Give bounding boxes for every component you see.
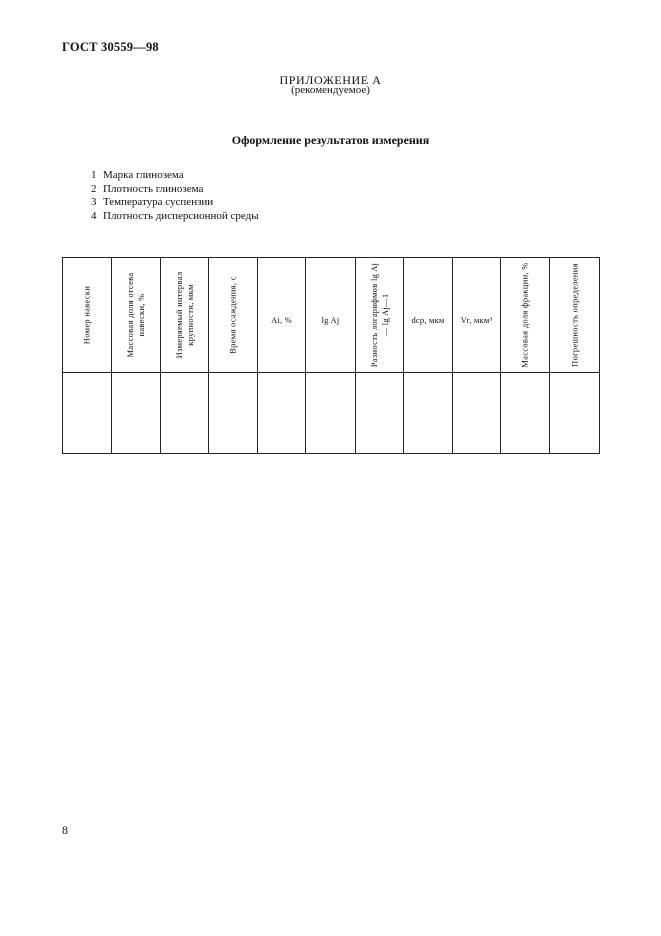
list-item-number: 1 [91,169,97,181]
table-row [63,373,600,454]
column-header [501,258,550,373]
column-header-label: Массовая доля отсева навески, % [125,272,146,358]
column-header-label: Время осаждения, с [227,276,238,354]
column-header [63,258,112,373]
column-header [550,258,600,373]
results-table [62,257,600,454]
list-item [91,169,259,183]
table-cell [501,373,550,454]
table-cell [209,373,258,454]
column-header [306,258,356,373]
list-item [91,196,259,210]
list-item-text: Плотность дисперсионной среды [103,209,259,222]
column-header-label: Vr, мкм³ [460,315,493,325]
column-header [356,258,404,373]
table-cell [550,373,600,454]
column-header-label: Разность логарифмов lg Aj— lg Aj—1 [368,262,390,368]
table-cell [404,373,453,454]
appendix-subtitle: (рекомендуемое) [291,84,370,96]
column-header-label: Погрешность определения [569,263,579,367]
table-cell [453,373,501,454]
column-header-label: Ai, % [271,315,292,325]
column-header [161,258,209,373]
column-header [258,258,306,373]
column-header [112,258,161,373]
table-cell [258,373,306,454]
column-header-label: Массовая доля фракции, % [519,262,530,368]
column-header [404,258,453,373]
table-cell [161,373,209,454]
list-item-number: 4 [91,209,97,222]
list-item [91,210,259,224]
column-header-label: lg Aj [321,315,340,325]
table-cell [112,373,161,454]
table-header-row [63,258,600,373]
column-header-label: dср, мкм [411,315,445,325]
table-cell [63,373,112,454]
list-item-text: Температура суспензии [103,196,214,208]
appendix-title: ПРИЛОЖЕНИЕ А [279,73,382,87]
list-item-text: Марка глинозема [103,169,184,181]
page-number: 8 [62,823,68,837]
column-header-label: Измеряемый интервал крупности, мкм [173,271,195,359]
column-header [453,258,501,373]
table-cell [356,373,404,454]
column-header [209,258,258,373]
list-item-number: 2 [91,182,97,195]
list-item-text: Плотность глинозема [103,182,204,195]
table-cell [306,373,356,454]
list-item [91,183,259,197]
numbered-list [91,169,259,223]
list-item-number: 3 [91,196,97,208]
column-header-label: Номер навески [81,285,92,345]
standard-code: ГОСТ 30559—98 [62,40,159,54]
section-title: Оформление результатов измерения [231,133,430,147]
